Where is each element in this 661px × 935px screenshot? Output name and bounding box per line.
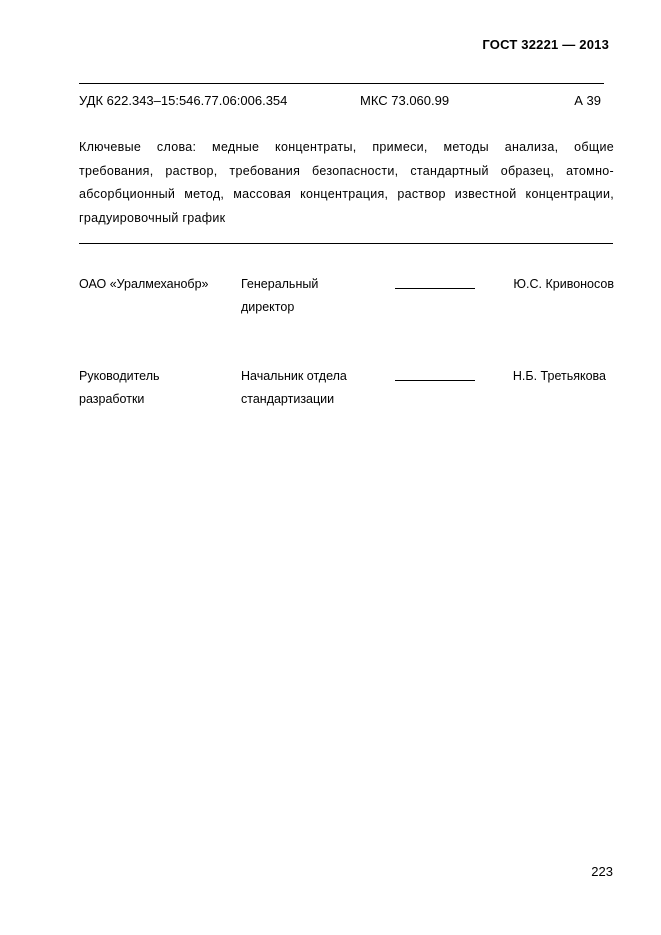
- organization-line: разработки: [79, 392, 145, 406]
- signatory-name: Н.Б. Третьякова: [512, 369, 606, 383]
- keywords-line: абсорбционный метод, массовая концентрация, раствор известной концентрации,: [79, 187, 614, 201]
- udk-code: УДК 622.343–15:546.77.06:006.354: [79, 93, 288, 108]
- keywords-paragraph: [79, 136, 614, 230]
- signature-blank-line: [395, 365, 475, 381]
- position-line: стандартизации: [241, 392, 335, 406]
- keywords-line: Ключевые слова: медные концентраты, примеси, методы анализа, общие: [79, 140, 614, 154]
- signature-position: [241, 273, 381, 319]
- signature-organization: [79, 273, 239, 296]
- position-line: Генеральный: [241, 277, 319, 291]
- keywords-divider: [79, 243, 613, 244]
- position-line: Начальник отдела: [241, 369, 347, 383]
- signature-position: [241, 365, 381, 411]
- signature-organization: [79, 365, 239, 411]
- page-number: 223: [591, 864, 613, 879]
- signatory-name: Ю.С. Кривоносов: [513, 277, 614, 291]
- keywords-line: требования, раствор, требования безопасности, стандартный образец, атомно-: [79, 163, 614, 178]
- top-divider: [79, 83, 604, 84]
- position-line: директор: [241, 300, 295, 314]
- organization-line: Руководитель: [79, 369, 160, 383]
- group-code: А 39: [574, 93, 601, 108]
- organization-line: ОАО «Уралмеханобр»: [79, 277, 209, 291]
- standard-header: ГОСТ 32221 — 2013: [482, 37, 609, 52]
- keywords-line: градуировочный график: [79, 210, 226, 225]
- classification-codes: [79, 93, 601, 111]
- signature-blank-line: [395, 273, 475, 289]
- mks-code: МКС 73.060.99: [360, 93, 450, 108]
